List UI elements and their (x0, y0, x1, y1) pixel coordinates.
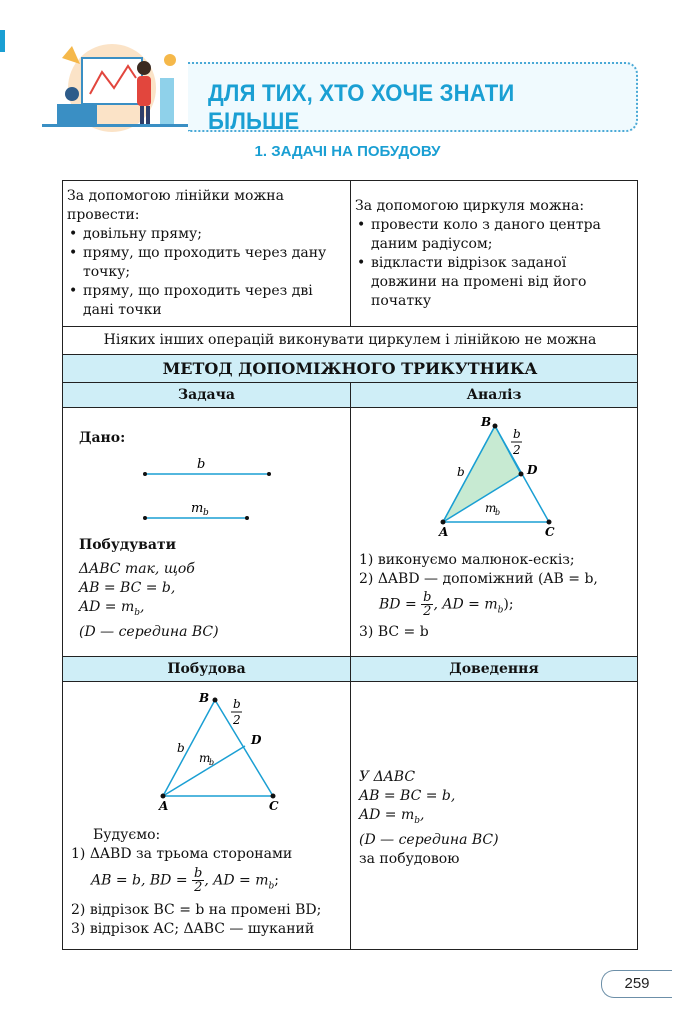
header-construction: Побудова (63, 657, 350, 681)
label-A: A (159, 799, 169, 813)
segment-endpoint (143, 516, 147, 520)
point-d (519, 472, 524, 477)
point-b (493, 424, 498, 429)
construction-step-1b: AB = b, BD = $\frac{b}{2}$ , AD = $m_b$; (91, 866, 280, 895)
proof-line: (D — середина BC) (359, 831, 499, 848)
construction-step: 3) відрізок AC; ΔABC — шуканий (71, 921, 315, 938)
label-D: D (527, 463, 538, 477)
proof-line: AB = BC = b, (359, 788, 456, 804)
analysis-step-2b: BD = $\frac{b}{2}$ , AD = $m_b$); (379, 590, 514, 619)
task-line: (D — середина BC) (79, 623, 219, 640)
header-analysis: Аналіз (351, 383, 637, 407)
ruler-cell (67, 187, 345, 320)
analysis-step: 3) BC = b (359, 624, 429, 641)
analysis-steps (359, 551, 635, 642)
segment-endpoint (267, 472, 271, 476)
label-C: C (269, 799, 279, 813)
ruler-item: • довільну пряму; (67, 225, 345, 244)
build-label: Побудувати (79, 537, 177, 553)
task-line-ad: AD = $m_b$, (79, 599, 145, 618)
analysis-cell (351, 408, 637, 656)
label-half-num: b (513, 427, 521, 441)
point-b (213, 698, 218, 703)
label-half-den: 2 (233, 713, 241, 727)
label-m-sub: b (209, 758, 215, 767)
divider (63, 326, 637, 327)
analysis-step: 2) ΔABD — допоміжний (AB = b, (359, 571, 598, 587)
label-m: m (199, 751, 211, 765)
label-m-sub: b (203, 508, 209, 518)
analysis-step: 1) виконуємо малюнок-ескіз; (359, 552, 575, 568)
point-a (441, 520, 446, 525)
point-c (271, 794, 276, 799)
label-b: b (457, 465, 465, 479)
label-B: B (481, 415, 492, 429)
header-task: Задача (63, 383, 350, 407)
proof-line: за побудовою (359, 850, 460, 867)
label-b: b (177, 741, 185, 755)
label-half-den: 2 (513, 443, 521, 457)
task-conditions (79, 560, 219, 642)
compass-intro: За допомогою циркуля можна: (355, 198, 585, 214)
construction-cell (63, 682, 350, 949)
method-title: МЕТОД ДОПОМІЖНОГО ТРИКУТНИКА (63, 355, 637, 382)
given-segments (139, 452, 279, 524)
triangle-abd (443, 426, 521, 522)
compass-item: • провести коло з даного центра даним радіусом; (355, 216, 631, 254)
banner-title: ДЛЯ ТИХ, ХТО ХОЧЕ ЗНАТИ БІЛЬШЕ (208, 80, 515, 135)
section-banner (188, 62, 638, 135)
label-D: D (251, 733, 262, 747)
label-m: m (191, 501, 204, 516)
divider (350, 181, 351, 326)
label-b: b (197, 457, 206, 472)
construction-step: 2) відрізок BC = b на промені BD; (71, 902, 322, 919)
compass-item: • відкласти відрізок заданої довжини на промені від його початку (355, 254, 631, 311)
segment-endpoint (245, 516, 249, 520)
analysis-figure (421, 414, 561, 542)
label-half-num: b (233, 697, 241, 711)
ruler-item: • пряму, що проходить через дану точку; (67, 244, 345, 282)
task-line: ΔABC так, щоб (79, 561, 195, 577)
label-m-sub: b (495, 508, 501, 517)
ruler-item: • пряму, що проходить через дві дані точки (67, 282, 345, 320)
task-cell (63, 408, 350, 656)
label-A: A (439, 525, 449, 539)
segment-endpoint (143, 472, 147, 476)
compass-cell (355, 197, 631, 311)
proof-line-ad: AD = $m_b$, (359, 807, 425, 826)
operations-note: Ніяких інших операцій виконувати циркулем і лінійкою не можна (103, 332, 597, 348)
page-number: 259 (601, 970, 672, 998)
header-illustration (42, 38, 192, 132)
header-proof: Доведення (351, 657, 637, 681)
proof-line: У ΔABC (359, 769, 416, 785)
construction-table (62, 180, 638, 950)
label-C: C (545, 525, 555, 539)
chapter-edge-marker (0, 30, 5, 52)
construction-steps (71, 826, 347, 939)
construction-figure (151, 686, 291, 816)
point-a (161, 794, 166, 799)
label-B: B (199, 691, 210, 705)
point-c (547, 520, 552, 525)
label-m: m (485, 501, 497, 515)
task-line: AB = BC = b, (79, 580, 176, 596)
construction-step: 1) ΔABD за трьома сторонами (71, 846, 293, 862)
ruler-intro: За допомогою лінійки можна провести: (67, 188, 284, 223)
given-label: Дано: (79, 430, 126, 446)
proof-cell (359, 768, 629, 869)
section-title: 1. ЗАДАЧІ НА ПОБУДОВУ (254, 143, 441, 160)
construction-intro: Будуємо: (93, 827, 161, 843)
